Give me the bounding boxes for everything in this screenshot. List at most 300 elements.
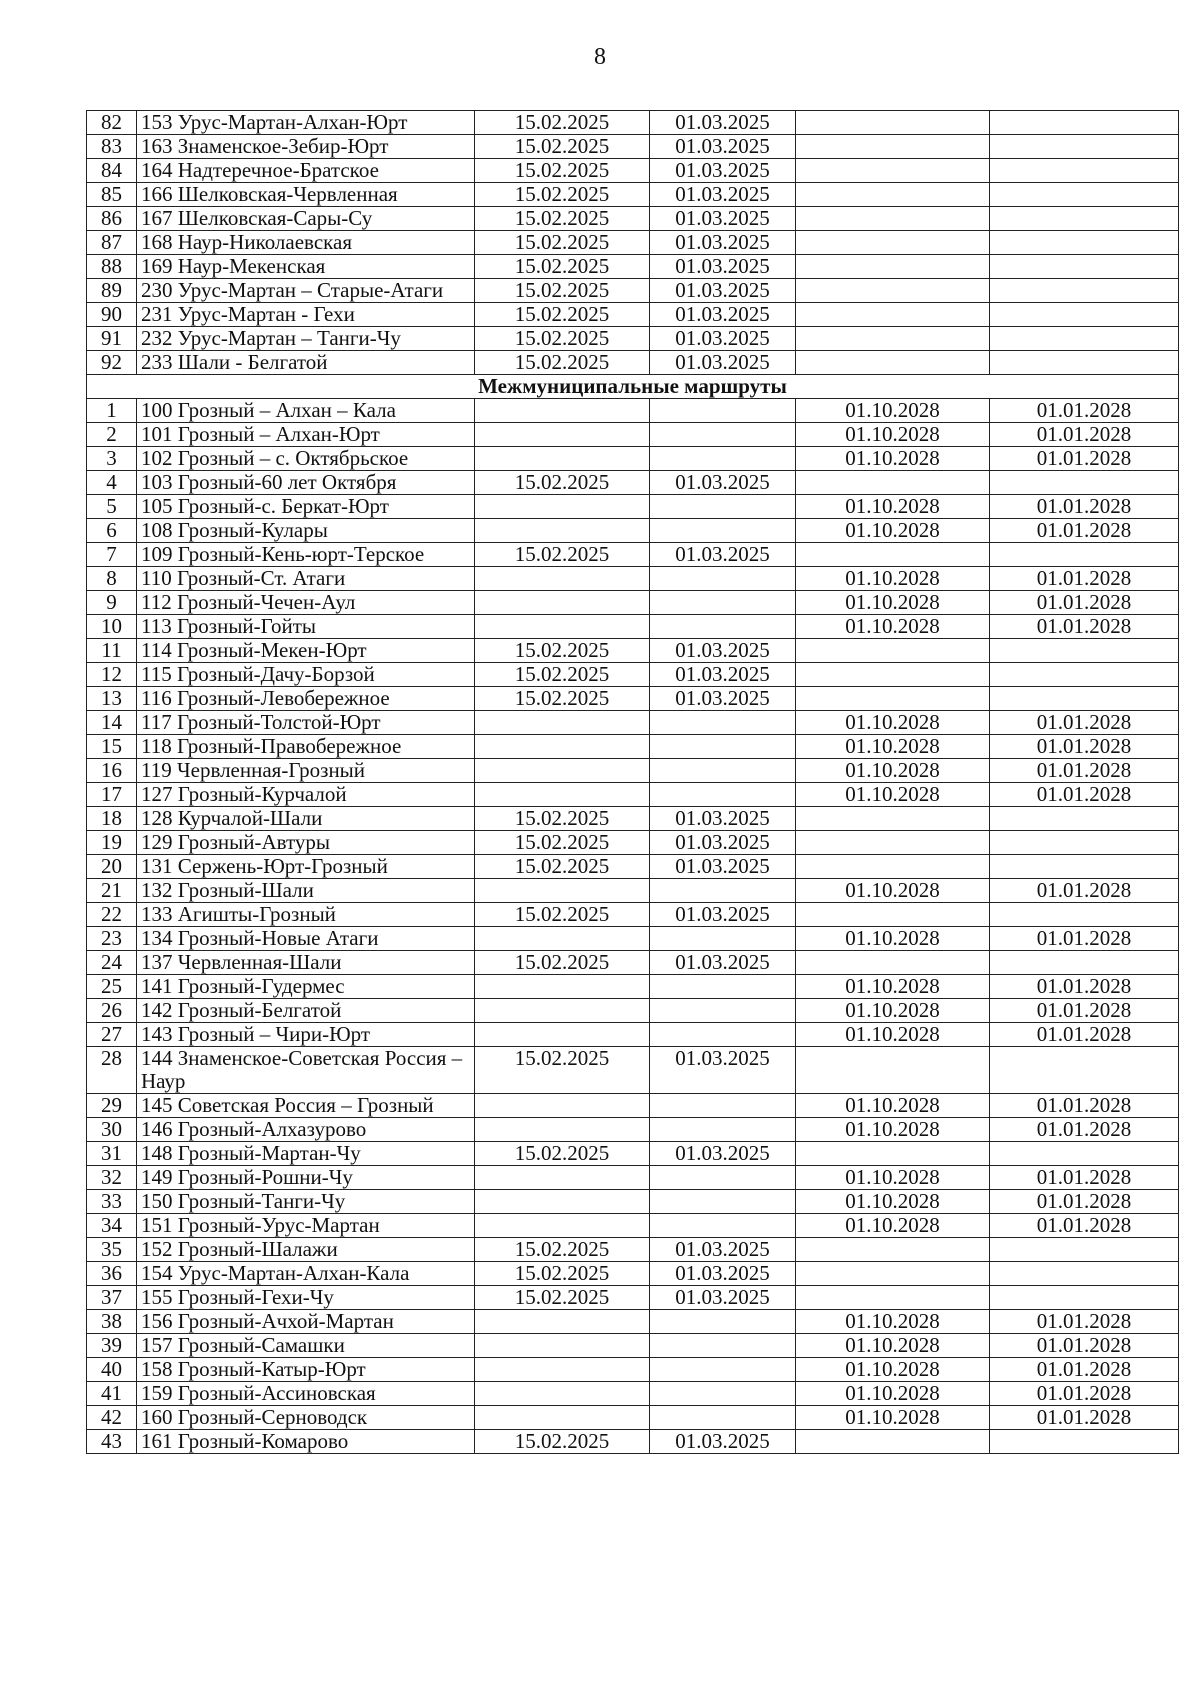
- table-row: [87, 1214, 1179, 1238]
- date-cell-3: [796, 255, 990, 279]
- row-number-cell: 12: [87, 663, 137, 687]
- date-cell-3: 01.10.2028: [796, 1190, 990, 1214]
- route-name-cell: 117 Грозный-Толстой-Юрт: [137, 711, 475, 735]
- date-cell-2: 01.03.2025: [650, 855, 796, 879]
- table-row: [87, 807, 1179, 831]
- route-name-cell: 108 Грозный-Кулары: [137, 519, 475, 543]
- table-row: [87, 711, 1179, 735]
- date-cell-3: [796, 903, 990, 927]
- table-row: [87, 951, 1179, 975]
- date-cell-3: 01.10.2028: [796, 519, 990, 543]
- row-number-cell: 7: [87, 543, 137, 567]
- row-number-cell: 4: [87, 471, 137, 495]
- date-cell-4: [990, 159, 1179, 183]
- date-cell-4: [990, 231, 1179, 255]
- date-cell-2: [650, 927, 796, 951]
- date-cell-3: 01.10.2028: [796, 999, 990, 1023]
- date-cell-4: [990, 831, 1179, 855]
- route-name-cell: 148 Грозный-Мартан-Чу: [137, 1142, 475, 1166]
- date-cell-2: [650, 447, 796, 471]
- date-cell-4: [990, 135, 1179, 159]
- row-number-cell: 13: [87, 687, 137, 711]
- date-cell-1: [475, 1382, 650, 1406]
- date-cell-4: [990, 903, 1179, 927]
- date-cell-4: [990, 807, 1179, 831]
- date-cell-2: [650, 1094, 796, 1118]
- date-cell-1: 15.02.2025: [475, 951, 650, 975]
- date-cell-4: 01.01.2028: [990, 519, 1179, 543]
- table-row: [87, 663, 1179, 687]
- date-cell-1: [475, 1094, 650, 1118]
- date-cell-2: [650, 1118, 796, 1142]
- route-name-cell: 132 Грозный-Шали: [137, 879, 475, 903]
- row-number-cell: 3: [87, 447, 137, 471]
- date-cell-3: [796, 1430, 990, 1454]
- date-cell-4: [990, 1142, 1179, 1166]
- date-cell-3: 01.10.2028: [796, 1334, 990, 1358]
- date-cell-3: 01.10.2028: [796, 1166, 990, 1190]
- date-cell-2: 01.03.2025: [650, 159, 796, 183]
- route-name-cell: 110 Грозный-Ст. Атаги: [137, 567, 475, 591]
- route-name-cell: 151 Грозный-Урус-Мартан: [137, 1214, 475, 1238]
- route-name-cell: 159 Грозный-Ассиновская: [137, 1382, 475, 1406]
- table-row: [87, 1166, 1179, 1190]
- date-cell-2: [650, 1214, 796, 1238]
- date-cell-2: 01.03.2025: [650, 687, 796, 711]
- date-cell-3: [796, 471, 990, 495]
- date-cell-2: [650, 591, 796, 615]
- date-cell-2: [650, 495, 796, 519]
- table-row: [87, 111, 1179, 135]
- route-name-cell: 143 Грозный – Чири-Юрт: [137, 1023, 475, 1047]
- date-cell-2: 01.03.2025: [650, 183, 796, 207]
- date-cell-1: 15.02.2025: [475, 135, 650, 159]
- table-row: [87, 1286, 1179, 1310]
- date-cell-1: 15.02.2025: [475, 231, 650, 255]
- date-cell-1: 15.02.2025: [475, 207, 650, 231]
- table-row: [87, 879, 1179, 903]
- table-row: [87, 1406, 1179, 1430]
- route-name-cell: 133 Агишты-Грозный: [137, 903, 475, 927]
- row-number-cell: 28: [87, 1047, 137, 1094]
- date-cell-4: 01.01.2028: [990, 711, 1179, 735]
- date-cell-4: 01.01.2028: [990, 1023, 1179, 1047]
- date-cell-3: [796, 1238, 990, 1262]
- date-cell-1: 15.02.2025: [475, 543, 650, 567]
- route-name-cell: 155 Грозный-Гехи-Чу: [137, 1286, 475, 1310]
- date-cell-3: [796, 279, 990, 303]
- route-name-cell: 230 Урус-Мартан – Старые-Атаги: [137, 279, 475, 303]
- table-row: [87, 591, 1179, 615]
- table-row: [87, 303, 1179, 327]
- date-cell-1: [475, 1118, 650, 1142]
- table-row: [87, 1094, 1179, 1118]
- row-number-cell: 29: [87, 1094, 137, 1118]
- date-cell-3: 01.10.2028: [796, 879, 990, 903]
- row-number-cell: 32: [87, 1166, 137, 1190]
- row-number-cell: 10: [87, 615, 137, 639]
- route-name-cell: 232 Урус-Мартан – Танги-Чу: [137, 327, 475, 351]
- date-cell-4: [990, 303, 1179, 327]
- route-name-cell: 231 Урус-Мартан - Гехи: [137, 303, 475, 327]
- date-cell-1: 15.02.2025: [475, 855, 650, 879]
- route-name-cell: 149 Грозный-Рошни-Чу: [137, 1166, 475, 1190]
- date-cell-4: 01.01.2028: [990, 783, 1179, 807]
- date-cell-2: 01.03.2025: [650, 1047, 796, 1094]
- row-number-cell: 30: [87, 1118, 137, 1142]
- row-number-cell: 23: [87, 927, 137, 951]
- date-cell-3: 01.10.2028: [796, 1214, 990, 1238]
- row-number-cell: 87: [87, 231, 137, 255]
- table-row: [87, 567, 1179, 591]
- date-cell-2: 01.03.2025: [650, 303, 796, 327]
- date-cell-3: [796, 639, 990, 663]
- route-name-cell: 141 Грозный-Гудермес: [137, 975, 475, 999]
- table-row: [87, 1023, 1179, 1047]
- route-name-cell: 233 Шали - Белгатой: [137, 351, 475, 375]
- table-row: [87, 1334, 1179, 1358]
- row-number-cell: 88: [87, 255, 137, 279]
- row-number-cell: 27: [87, 1023, 137, 1047]
- date-cell-2: 01.03.2025: [650, 1238, 796, 1262]
- table-row: [87, 783, 1179, 807]
- row-number-cell: 37: [87, 1286, 137, 1310]
- date-cell-2: 01.03.2025: [650, 903, 796, 927]
- date-cell-1: 15.02.2025: [475, 903, 650, 927]
- date-cell-3: [796, 831, 990, 855]
- date-cell-2: [650, 1166, 796, 1190]
- route-name-cell: 129 Грозный-Автуры: [137, 831, 475, 855]
- date-cell-2: [650, 615, 796, 639]
- route-name-cell: 102 Грозный – с. Октябрьское: [137, 447, 475, 471]
- date-cell-1: [475, 567, 650, 591]
- route-name-cell: 128 Курчалой-Шали: [137, 807, 475, 831]
- date-cell-2: 01.03.2025: [650, 951, 796, 975]
- date-cell-2: [650, 1023, 796, 1047]
- date-cell-3: 01.10.2028: [796, 1358, 990, 1382]
- route-name-cell: 161 Грозный-Комарово: [137, 1430, 475, 1454]
- date-cell-2: 01.03.2025: [650, 831, 796, 855]
- route-name-cell: 152 Грозный-Шалажи: [137, 1238, 475, 1262]
- date-cell-2: 01.03.2025: [650, 663, 796, 687]
- table-row: [87, 735, 1179, 759]
- date-cell-4: 01.01.2028: [990, 879, 1179, 903]
- page-number: 8: [594, 44, 606, 70]
- table-row: [87, 831, 1179, 855]
- date-cell-2: 01.03.2025: [650, 351, 796, 375]
- date-cell-4: [990, 255, 1179, 279]
- date-cell-3: [796, 183, 990, 207]
- route-name-cell: 114 Грозный-Мекен-Юрт: [137, 639, 475, 663]
- route-name-cell: 116 Грозный-Левобережное: [137, 687, 475, 711]
- table-row: [87, 351, 1179, 375]
- row-number-cell: 35: [87, 1238, 137, 1262]
- date-cell-3: 01.10.2028: [796, 1023, 990, 1047]
- row-number-cell: 18: [87, 807, 137, 831]
- date-cell-1: 15.02.2025: [475, 663, 650, 687]
- date-cell-3: 01.10.2028: [796, 399, 990, 423]
- table-row: [87, 327, 1179, 351]
- date-cell-4: [990, 543, 1179, 567]
- table-row: [87, 1190, 1179, 1214]
- route-name-cell: 118 Грозный-Правобережное: [137, 735, 475, 759]
- date-cell-1: [475, 1358, 650, 1382]
- date-cell-1: [475, 879, 650, 903]
- date-cell-4: 01.01.2028: [990, 1310, 1179, 1334]
- row-number-cell: 11: [87, 639, 137, 663]
- date-cell-3: [796, 327, 990, 351]
- date-cell-3: 01.10.2028: [796, 1094, 990, 1118]
- row-number-cell: 90: [87, 303, 137, 327]
- date-cell-3: [796, 303, 990, 327]
- route-name-cell: 158 Грозный-Катыр-Юрт: [137, 1358, 475, 1382]
- date-cell-1: [475, 711, 650, 735]
- date-cell-3: 01.10.2028: [796, 1310, 990, 1334]
- date-cell-4: [990, 471, 1179, 495]
- date-cell-3: [796, 543, 990, 567]
- table-row: [87, 135, 1179, 159]
- date-cell-3: 01.10.2028: [796, 927, 990, 951]
- table-row: [87, 1142, 1179, 1166]
- row-number-cell: 26: [87, 999, 137, 1023]
- route-name-cell: 168 Наур-Николаевская: [137, 231, 475, 255]
- date-cell-3: 01.10.2028: [796, 735, 990, 759]
- date-cell-4: [990, 207, 1179, 231]
- date-cell-4: 01.01.2028: [990, 399, 1179, 423]
- route-name-cell: 160 Грозный-Серноводск: [137, 1406, 475, 1430]
- routes-table-body-bottom: [87, 399, 1179, 1454]
- row-number-cell: 84: [87, 159, 137, 183]
- date-cell-2: [650, 1406, 796, 1430]
- route-name-cell: 144 Знаменское-Советская Россия – Наур: [137, 1047, 475, 1094]
- date-cell-1: 15.02.2025: [475, 279, 650, 303]
- date-cell-4: 01.01.2028: [990, 759, 1179, 783]
- row-number-cell: 5: [87, 495, 137, 519]
- route-name-cell: 101 Грозный – Алхан-Юрт: [137, 423, 475, 447]
- date-cell-4: [990, 1286, 1179, 1310]
- date-cell-4: 01.01.2028: [990, 423, 1179, 447]
- date-cell-2: 01.03.2025: [650, 255, 796, 279]
- row-number-cell: 39: [87, 1334, 137, 1358]
- date-cell-4: [990, 1262, 1179, 1286]
- date-cell-1: [475, 423, 650, 447]
- date-cell-3: 01.10.2028: [796, 423, 990, 447]
- route-name-cell: 150 Грозный-Танги-Чу: [137, 1190, 475, 1214]
- date-cell-1: [475, 735, 650, 759]
- routes-table: [86, 110, 1179, 1454]
- date-cell-4: 01.01.2028: [990, 1214, 1179, 1238]
- date-cell-4: 01.01.2028: [990, 495, 1179, 519]
- date-cell-1: [475, 1166, 650, 1190]
- table-row: [87, 615, 1179, 639]
- route-name-cell: 105 Грозный-с. Беркат-Юрт: [137, 495, 475, 519]
- table-row: [87, 999, 1179, 1023]
- table-row: [87, 399, 1179, 423]
- route-name-cell: 103 Грозный-60 лет Октября: [137, 471, 475, 495]
- date-cell-3: 01.10.2028: [796, 615, 990, 639]
- table-row: [87, 1047, 1179, 1094]
- date-cell-2: [650, 975, 796, 999]
- row-number-cell: 24: [87, 951, 137, 975]
- table-row: [87, 543, 1179, 567]
- row-number-cell: 82: [87, 111, 137, 135]
- date-cell-3: 01.10.2028: [796, 1382, 990, 1406]
- table-row: [87, 1358, 1179, 1382]
- date-cell-4: 01.01.2028: [990, 1166, 1179, 1190]
- date-cell-4: 01.01.2028: [990, 999, 1179, 1023]
- date-cell-3: 01.10.2028: [796, 567, 990, 591]
- table-row: [87, 1382, 1179, 1406]
- table-row: [87, 759, 1179, 783]
- date-cell-1: [475, 519, 650, 543]
- table-row: [87, 183, 1179, 207]
- date-cell-3: 01.10.2028: [796, 591, 990, 615]
- date-cell-2: 01.03.2025: [650, 543, 796, 567]
- date-cell-3: [796, 855, 990, 879]
- date-cell-2: 01.03.2025: [650, 1286, 796, 1310]
- table-row: [87, 519, 1179, 543]
- route-name-cell: 157 Грозный-Самашки: [137, 1334, 475, 1358]
- section-header-row: [87, 375, 1179, 399]
- date-cell-1: [475, 495, 650, 519]
- table-row: [87, 855, 1179, 879]
- date-cell-2: [650, 1358, 796, 1382]
- date-cell-2: [650, 879, 796, 903]
- date-cell-3: [796, 807, 990, 831]
- date-cell-2: 01.03.2025: [650, 1430, 796, 1454]
- date-cell-4: 01.01.2028: [990, 567, 1179, 591]
- date-cell-2: [650, 783, 796, 807]
- table-row: [87, 903, 1179, 927]
- date-cell-1: 15.02.2025: [475, 183, 650, 207]
- date-cell-4: 01.01.2028: [990, 1382, 1179, 1406]
- routes-table-body-top: [87, 111, 1179, 375]
- row-number-cell: 40: [87, 1358, 137, 1382]
- table-row: [87, 159, 1179, 183]
- date-cell-2: [650, 711, 796, 735]
- date-cell-2: 01.03.2025: [650, 111, 796, 135]
- date-cell-1: [475, 1190, 650, 1214]
- date-cell-2: [650, 759, 796, 783]
- row-number-cell: 1: [87, 399, 137, 423]
- date-cell-1: 15.02.2025: [475, 1262, 650, 1286]
- route-name-cell: 113 Грозный-Гойты: [137, 615, 475, 639]
- date-cell-2: 01.03.2025: [650, 279, 796, 303]
- date-cell-3: [796, 207, 990, 231]
- row-number-cell: 36: [87, 1262, 137, 1286]
- row-number-cell: 34: [87, 1214, 137, 1238]
- date-cell-3: [796, 1286, 990, 1310]
- row-number-cell: 8: [87, 567, 137, 591]
- route-name-cell: 131 Сержень-Юрт-Грозный: [137, 855, 475, 879]
- date-cell-1: 15.02.2025: [475, 687, 650, 711]
- table-row: [87, 447, 1179, 471]
- date-cell-2: [650, 735, 796, 759]
- table-row: [87, 279, 1179, 303]
- date-cell-3: 01.10.2028: [796, 975, 990, 999]
- route-name-cell: 109 Грозный-Кень-юрт-Терское: [137, 543, 475, 567]
- date-cell-2: [650, 399, 796, 423]
- date-cell-3: 01.10.2028: [796, 447, 990, 471]
- date-cell-3: [796, 159, 990, 183]
- date-cell-4: 01.01.2028: [990, 1334, 1179, 1358]
- route-name-cell: 154 Урус-Мартан-Алхан-Кала: [137, 1262, 475, 1286]
- date-cell-4: 01.01.2028: [990, 975, 1179, 999]
- date-cell-1: 15.02.2025: [475, 351, 650, 375]
- route-name-cell: 137 Червленная-Шали: [137, 951, 475, 975]
- date-cell-3: [796, 135, 990, 159]
- row-number-cell: 9: [87, 591, 137, 615]
- date-cell-4: [990, 951, 1179, 975]
- date-cell-1: [475, 1310, 650, 1334]
- date-cell-1: [475, 1214, 650, 1238]
- date-cell-2: 01.03.2025: [650, 1262, 796, 1286]
- date-cell-2: 01.03.2025: [650, 471, 796, 495]
- date-cell-3: [796, 1047, 990, 1094]
- date-cell-3: 01.10.2028: [796, 1406, 990, 1430]
- date-cell-3: [796, 687, 990, 711]
- route-name-cell: 167 Шелковская-Сары-Су: [137, 207, 475, 231]
- table-row: [87, 1430, 1179, 1454]
- date-cell-2: [650, 423, 796, 447]
- route-name-cell: 164 Надтеречное-Братское: [137, 159, 475, 183]
- date-cell-2: [650, 1190, 796, 1214]
- row-number-cell: 19: [87, 831, 137, 855]
- row-number-cell: 6: [87, 519, 137, 543]
- date-cell-4: [990, 279, 1179, 303]
- date-cell-1: 15.02.2025: [475, 111, 650, 135]
- date-cell-1: [475, 975, 650, 999]
- date-cell-1: 15.02.2025: [475, 1142, 650, 1166]
- row-number-cell: 41: [87, 1382, 137, 1406]
- date-cell-4: [990, 687, 1179, 711]
- table-row: [87, 471, 1179, 495]
- route-name-cell: 100 Грозный – Алхан – Кала: [137, 399, 475, 423]
- route-name-cell: 166 Шелковская-Червленная: [137, 183, 475, 207]
- row-number-cell: 16: [87, 759, 137, 783]
- row-number-cell: 14: [87, 711, 137, 735]
- table-row: [87, 1238, 1179, 1262]
- date-cell-1: 15.02.2025: [475, 1047, 650, 1094]
- date-cell-1: [475, 927, 650, 951]
- date-cell-4: [990, 327, 1179, 351]
- date-cell-2: [650, 567, 796, 591]
- date-cell-3: [796, 1262, 990, 1286]
- date-cell-1: [475, 591, 650, 615]
- row-number-cell: 86: [87, 207, 137, 231]
- date-cell-1: 15.02.2025: [475, 159, 650, 183]
- route-name-cell: 156 Грозный-Ачхой-Мартан: [137, 1310, 475, 1334]
- date-cell-4: 01.01.2028: [990, 1190, 1179, 1214]
- date-cell-1: 15.02.2025: [475, 303, 650, 327]
- date-cell-3: [796, 1142, 990, 1166]
- row-number-cell: 17: [87, 783, 137, 807]
- table-row: [87, 423, 1179, 447]
- date-cell-2: 01.03.2025: [650, 327, 796, 351]
- table-row: [87, 927, 1179, 951]
- date-cell-1: [475, 447, 650, 471]
- table-row: [87, 1118, 1179, 1142]
- row-number-cell: 21: [87, 879, 137, 903]
- date-cell-3: [796, 231, 990, 255]
- date-cell-1: [475, 615, 650, 639]
- row-number-cell: 89: [87, 279, 137, 303]
- route-name-cell: 115 Грозный-Дачу-Борзой: [137, 663, 475, 687]
- date-cell-3: 01.10.2028: [796, 1118, 990, 1142]
- date-cell-1: 15.02.2025: [475, 639, 650, 663]
- table-row: [87, 207, 1179, 231]
- date-cell-3: 01.10.2028: [796, 495, 990, 519]
